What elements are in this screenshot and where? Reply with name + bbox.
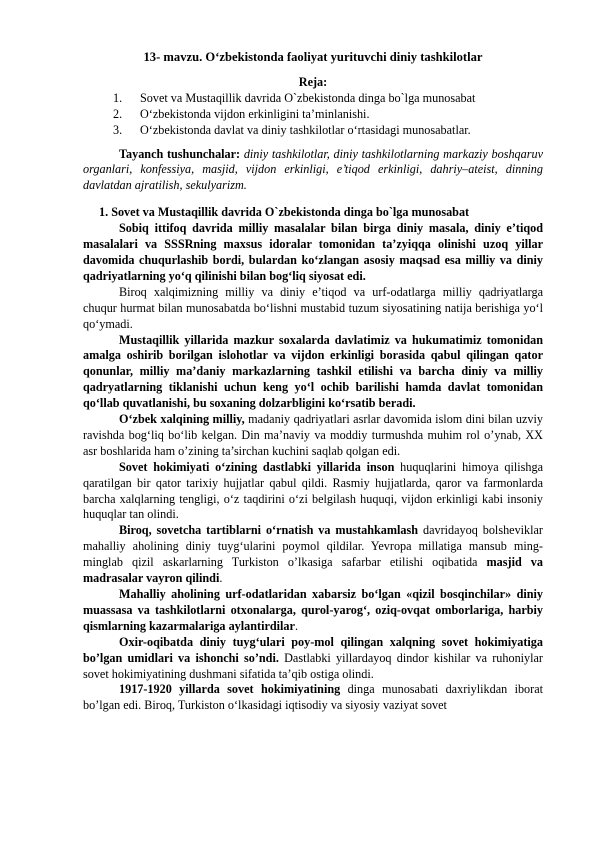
plan-item-text: O‘zbekistonda davlat va diniy tashkilotlar o‘rtasidagi munosabatlar.: [140, 122, 471, 137]
document-content: [83, 50, 543, 714]
page-title: 13- mavzu. O‘zbekistonda faoliyat yurituvchi diniy tashkilotlar: [143, 50, 483, 64]
plan-item-number: 2.: [113, 106, 123, 121]
paragraph-lead: O‘zbek xalqining milliy,: [119, 412, 245, 427]
paragraph-lead: Biroq, sovetcha tartiblarni o‘rnatish va mustahkamlash: [119, 523, 419, 538]
paragraph-emphasis: masjid va madrasalar vayron qilindi: [83, 555, 543, 586]
paragraph-text: huquqlarini himoya qilishga qaratilgan bir qator tarixiy hujjatlar qabul qildi. Rasmiy hujjatlarda, qaror va farmonlarda barcha xalqlarning tengligi, o‘z taqdirini o‘zi belgilash huquqi, vijdon erkinligi kabi insoniy huquqlar tan olindi.: [83, 459, 543, 522]
plan-item-text: Sovet va Mustaqillik davrida O`zbekistonda dinga bo`lga munosabat: [140, 90, 476, 105]
plan-heading: Reja:: [298, 74, 328, 89]
paragraph: [83, 635, 543, 683]
key-concepts-label: Tayanch tushunchalar:: [119, 146, 241, 161]
paragraph: [83, 460, 543, 524]
paragraph-text: Biroq xalqimizning milliy va diniy e’tiqod va urf-odatlarga milliy qadriyatlarga chuqur hurmat bilan munosabatda bo‘lishni mustabid tuzum siyosatining natija berishiga yo‘l qo‘ymadi.: [83, 284, 543, 331]
paragraph-text: davridayoq bolsheviklar mahalliy aholining diniy tuyg‘ularini poymol qildilar. Yevropa millatiga mansub ming-minglab qizil askarlarning Turkiston o’lkasiga safarbar etilishi oqibatida: [83, 523, 543, 570]
paragraph-text: madaniy qadriyatlari asrlar davomida islom dini bilan uzviy ravishda bog‘liq bo‘lib kelgan. Din ma’naviy va moddiy turmushda muhim rol o’ynab, XX asr boshlarida ham o’zining ta’sirchan kuchini saqlab qolgan edi.: [83, 412, 543, 458]
paragraph: [83, 523, 543, 587]
paragraph-lead: 1917-1920 yillarda sovet hokimiyatining: [119, 682, 341, 697]
key-concepts-text: diniy tashkilotlar, diniy tashkilotlarning markaziy boshqaruv organlari, konfessiya, masjid, vijdon erkinligi, e’tiqod erkinligi, dahriy–ateist, dinning davlatdan ajratilish, sekulyarizm.: [83, 146, 543, 193]
paragraph-lead: Sovet hokimiyati o‘zining dastlabki yillarida inson: [119, 459, 395, 474]
paragraph: [83, 682, 543, 714]
paragraph-text: Mustaqillik yillarida mazkur soxalarda davlatimiz va hukumatimiz tomonidan amalga oshirib borilgan islohotlar va vijdon erkinligi borasida qabul qilingan qator qonunlar, milliy ma’daniy markazlarning tashkil etilishi va barcha diniy va milliy qadryatlarning tiklanishi uchun keng yo‘l ochib barilishi hamda davlat tomonidan qo‘llab quvatlanishi, bu soxaning dolzarbligini ko‘rsatib beradi.: [83, 332, 543, 411]
plan-item-number: 1.: [113, 90, 123, 105]
plan-item-number: 3.: [113, 122, 123, 137]
paragraph: [83, 221, 543, 285]
paragraph-text: Dastlabki yillardayoq dindor kishilar va ruhoniylar sovet hokimiyatining dushmani sifatida ta’qib ostiga olindi.: [83, 650, 543, 681]
paragraph: [83, 587, 543, 635]
paragraph-end: .: [219, 571, 223, 586]
plan-item: [83, 91, 543, 107]
key-concepts: [83, 147, 543, 195]
plan-list: [83, 91, 543, 139]
paragraph-text: dinga munosabati daxriylikdan iborat bo’lgan edi. Biroq, Turkiston o‘lkasidagi iqtisodiy va siyosiy vaziyat sovet: [83, 682, 543, 713]
plan-item: [83, 107, 543, 123]
paragraph-lead: Mahalliy aholining urf-odatlaridan xabarsiz bo‘lgan «qizil bosqinchilar» diniy muassasa va tashkilotlarni otxonalarga, qurol-yarog‘, oziq-ovqat omborlariga, harbiy qismlarning kazarmalariga aylantirdilar: [83, 587, 543, 633]
plan-item: [83, 123, 543, 139]
paragraph-lead: Oxir-oqibatda diniy tuyg‘ulari poy-mol qilingan xalqning sovet hokimiyatiga bo’lgan umidlari va ishonchi so’ndi.: [83, 634, 543, 665]
paragraph-end: .: [294, 618, 298, 633]
paragraph: [83, 412, 543, 460]
paragraph-text: Sobiq ittifoq davrida milliy masalalar bilan birga diniy masala, diniy e’tiqod masalalari va SSSRning maxsus idoralar tomonidan ta’zyiqqa olinishi uzoq yillar davomida chuqurlashib bordi, bulardan ko‘zlangan asosiy maqsad esa milliy va diniy qadriyatlarning yo‘q qilinishi bilan bog‘liq siyosat edi.: [83, 221, 543, 283]
paragraph: [83, 285, 543, 333]
paragraph: [83, 333, 543, 413]
plan-item-text: O‘zbekistonda vijdon erkinligini ta’minlanishi.: [140, 106, 370, 121]
section-heading: 1. Sovet va Mustaqillik davrida O`zbekistonda dinga bo`lga munosabat: [99, 205, 470, 220]
